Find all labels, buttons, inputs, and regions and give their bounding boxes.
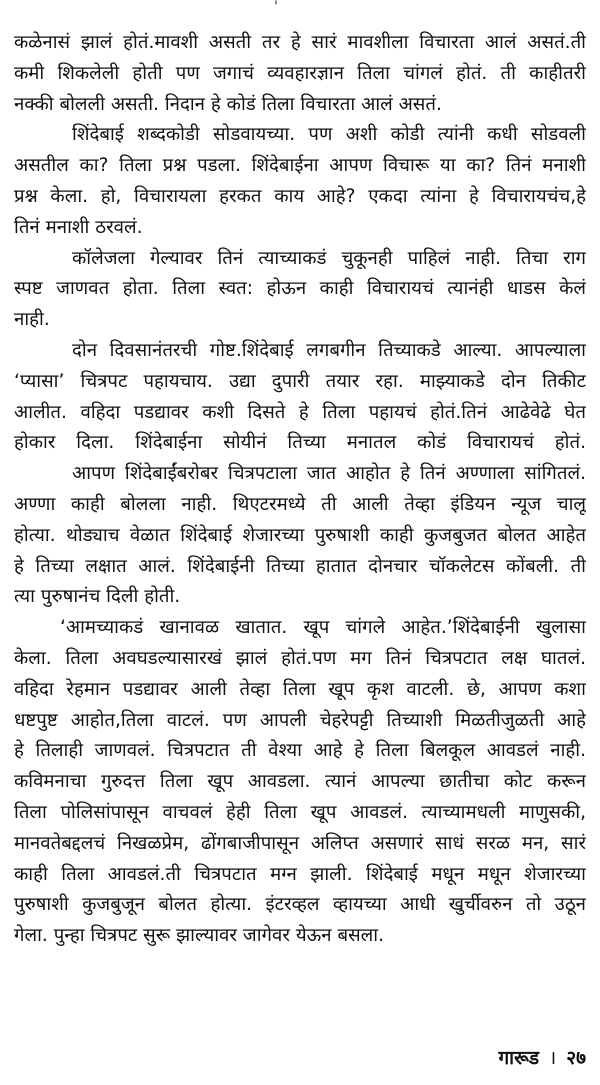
text-line-3: नक्की बोलली असती. निदान हे कोडं तिला विचारता आलं असतं. (14, 93, 442, 115)
page-number: २७ (566, 1047, 586, 1069)
book-title: गारूड (498, 1047, 540, 1069)
text-line-2: कमी शिकलेली होती पण जगाचं व्यवहारज्ञान तिला चांगलं होतं. ती काहीतरी (14, 62, 586, 84)
text-line-27: मानवतेबद्दलचं निखळप्रेम, ढोंगबाजीपासून अलिप्त असणारं साधं सरळ मन, सारं (14, 832, 586, 854)
text-line-16: अण्णा काही बोलला नाही. थिएटरमध्ये ती आली तेव्हा इंडियन न्यूज चालू (14, 493, 586, 515)
text-line-26: तिला पोलिसांपासून वाचवलं हेही तिला खूप आवडलं. त्याच्यामधली माणुसकी, (14, 801, 586, 823)
text-line-22: वहिदा रेहमान पडद्यावर आली तेव्हा तिला खूप कृश वाटली. छे, आपण कशा (14, 678, 586, 700)
footer-separator: । (549, 1047, 557, 1069)
text-line-6: प्रश्न केला. हो, विचारायला हरकत काय आहे? एकदा त्यांना हे विचारायचंच,हे (14, 185, 586, 207)
text-line-5: असतील का? तिला प्रश्न पडला. शिंदेबाईना आपण विचारू या का? तिनं मनाशी (14, 155, 586, 177)
text-line-17: होत्या. थोड्याच वेळात शिंदेबाई शेजारच्या पुरुषाशी काही कुजबुजत बोलत आहेत (14, 524, 586, 546)
text-line-8: कॉलेजला गेल्यावर तिनं त्याच्याकडं चुकूनही पाहिलं नाही. तिचा राग (72, 247, 586, 269)
top-mark: ' (274, 0, 278, 15)
text-line-15: आपण शिंदेबाईंबरोबर चित्रपटाला जात आहोत हे तिनं अण्णाला सांगितलं. (72, 463, 586, 485)
text-line-29: पुरुषाशी कुजबुजून बोलत होत्या. इंटरव्हल व्हायच्या आधी खुर्चीवरुन तो उठून (14, 894, 586, 916)
text-line-11: दोन दिवसानंतरची गोष्ट.शिंदेबाई लगबगीन तिच्याकडे आल्या. आपल्याला (72, 339, 586, 361)
text-line-9: स्पष्ट जाणवत होता. तिला स्वत: होऊन काही विचारायचं त्यानंही धाडस केलं (14, 278, 586, 300)
text-line-13: आलीत. वहिदा पडद्यावर कशी दिसते हे तिला पहायचं होतं.तिनं आढेवेढे घेत (14, 401, 586, 423)
text-line-10: नाही. (14, 309, 50, 331)
text-line-21: केला. तिला अवघडल्यासारखं झालं होतं.पण मग तिनं चित्रपटात लक्ष घातलं. (14, 647, 586, 669)
text-line-28: काही तिला आवडलं.ती चित्रपटात मग्न झाली. शिंदेबाई मधून मधून शेजारच्या (14, 863, 586, 885)
text-line-18: हे तिच्या लक्षात आलं. शिंदेबाईनी तिच्या हातात दोनचार चॉकलेटस कोंबली. ती (14, 555, 586, 577)
text-line-20: ‘आमच्याकडं खानावळ खातात. खूप चांगले आहेत.’शिंदेबाईनी खुलासा (60, 617, 586, 639)
text-line-24: हे तिलाही जाणवलं. चित्रपटात ती वेश्या आहे हे तिला बिलकूल आवडलं नाही. (14, 740, 586, 762)
text-line-19: त्या पुरुषानंच दिली होती. (14, 586, 181, 608)
text-line-14: होकार दिला. शिंदेबाईना सोयीनं तिच्या मनातल कोडं विचारायचं होतं. (14, 432, 586, 454)
page-footer (498, 1045, 586, 1071)
text-line-25: कविमनाचा गुरुदत्त तिला खूप आवडला. त्यानं आपल्या छातीचा कोट करून (14, 771, 586, 793)
text-line-1: कळेनासं झालं होतं.मावशी असती तर हे सारं मावशीला विचारता आलं असतं.ती (14, 32, 586, 53)
text-line-7: तिनं मनाशी ठरवलं. (14, 216, 143, 238)
text-line-23: धष्टपुष्ट आहोत,तिला वाटलं. पण आपली चेहरेपट्टी तिच्याशी मिळतीजुळती आहे (14, 709, 586, 731)
body-text (14, 28, 586, 952)
text-line-12: ‘प्यासा’ चित्रपट पहायचाय. उद्या दुपारी तयार रहा. माझ्याकडे दोन तिकीट (14, 370, 586, 392)
text-line-4: शिंदेबाई शब्दकोडी सोडवायच्या. पण अशी कोडी त्यांनी कधी सोडवली (72, 124, 586, 146)
text-line-30: गेला. पुन्हा चित्रपट सुरू झाल्यावर जागेवर येऊन बसला. (14, 925, 384, 947)
